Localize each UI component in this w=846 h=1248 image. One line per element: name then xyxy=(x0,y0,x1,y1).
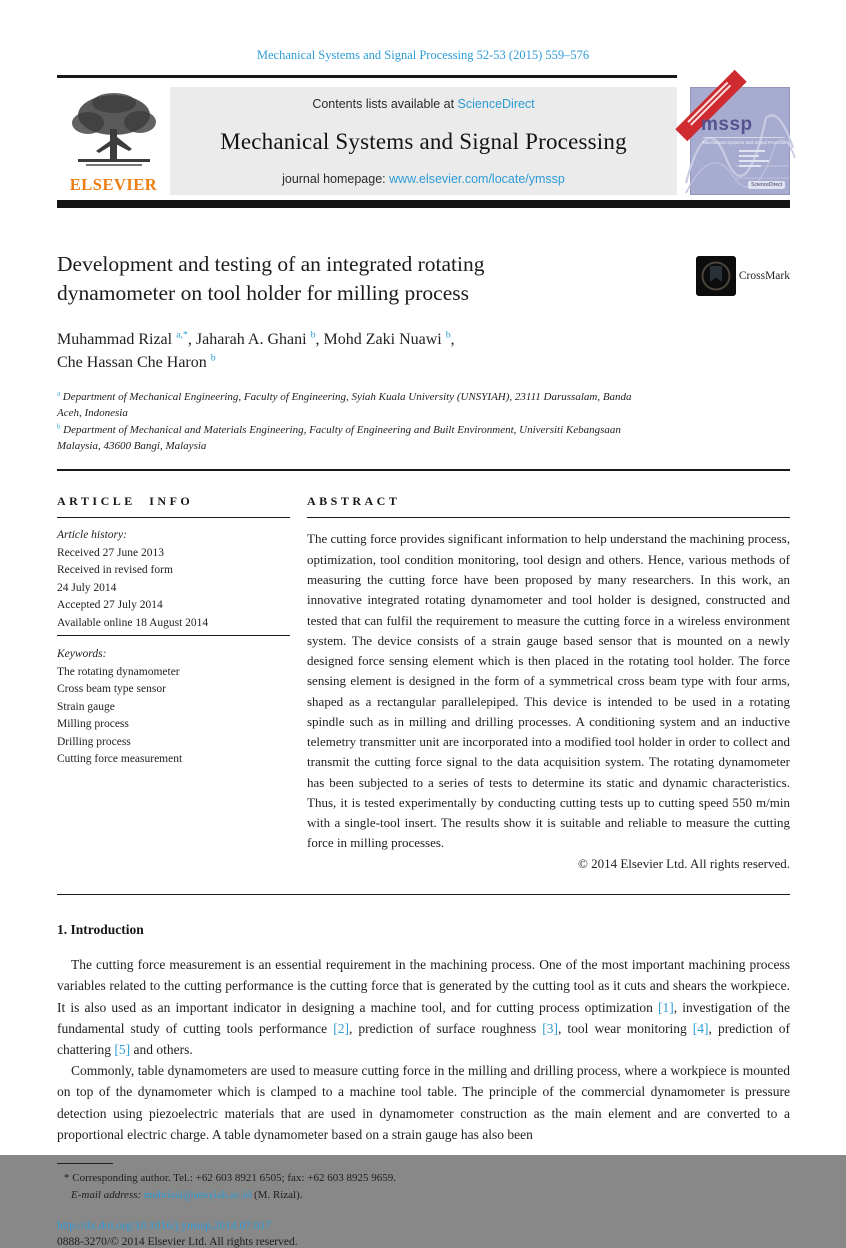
history-item: Accepted 27 July 2014 xyxy=(57,599,163,612)
introduction-section xyxy=(57,922,790,1145)
info-top-rule xyxy=(57,469,790,471)
cover-topic-lines xyxy=(739,150,769,170)
doi-link[interactable]: http://dx.doi.org/10.1016/j.ymssp.2014.07.017 xyxy=(57,1220,272,1232)
affiliation-a: $^a$ Department of Mechanical Engineering, Faculty of Engineering, Syiah Kuala University (UNSYIAH), 23111 Darussalam, Banda Aceh, Indonesia xyxy=(57,390,632,420)
journal-citation-link[interactable]: Mechanical Systems and Signal Processing 52-53 (2015) 559–576 xyxy=(256,48,590,62)
homepage-prefix: journal homepage: xyxy=(282,172,390,186)
citation-ref-3[interactable]: [3] xyxy=(542,1020,558,1036)
title-block xyxy=(57,250,790,308)
author-name: Mohd Zaki Nuawi xyxy=(323,330,442,348)
abstract-text: The cutting force provides significant information to help understand the machining process, optimization, tool condition monitoring, tool design and others. Hence, various methods of measuring the cutting force have been proposed by many researchers. In this work, an innovative integrated rotating dynamometer and tool holder is designed, constructed and tested that can fulfil the requirement to measure the cutting force in a wireless environment system. The device consists of a strain gauge based sensor that is mounted on a newly designed force sensing element which is then placed in the rotating tool holder. The force sensing element is designed in the form of a symmetrical cross beam type with four arms, shaped as a rectangular parallelepiped. This device is intended to be used in a rotating spindle such as in milling and drilling processes. A conditioning system and an inductive telemetry transmitter unit are incorporated into a modified tool holder in order to collect and transmit the cutting force signal to the data acquisition system. The rotating dynamometer has been subjected to a series of tests to determine its static and dynamic characteristics. Thus, it is tested experimentally by conducting cutting tests up to cutting speed 550 m/min with a single-tool insert. The results show it is suitable and reliable to measure the cutting force in milling processes. xyxy=(307,531,790,851)
article-info-heading: ARTICLE INFO xyxy=(57,493,194,508)
issn-copyright-line: 0888-3270/© 2014 Elsevier Ltd. All rights reserved. xyxy=(57,1236,298,1248)
author-affil-marker[interactable]: b xyxy=(445,329,451,341)
cover-mssp-logo: mssp xyxy=(701,114,753,135)
section-heading-introduction: 1. Introduction xyxy=(57,922,144,938)
info-abstract-columns xyxy=(57,494,790,872)
keyword-item: Strain gauge xyxy=(57,700,115,713)
elsevier-tree-icon xyxy=(66,89,162,173)
intro-paragraph-2: Commonly, table dynamometers are used to measure cutting force in the milling and drilling process, where a workpiece is mounted on top of the dynamometer which is clamped to a machine tool table. The principle of the commercial dynamometer is pressure detection using piezoelectric materials that are used in dynamometer construction as the main element and are converted to a proportional electric charge. A table dynamometer based on a strain gauge has also been xyxy=(57,1063,790,1142)
author-affil-marker[interactable]: b xyxy=(210,352,216,364)
email-label: E-mail address: xyxy=(71,1188,142,1201)
keyword-item: Milling process xyxy=(57,718,129,731)
abstract-heading: ABSTRACT xyxy=(307,493,401,508)
contents-line xyxy=(176,97,671,111)
affiliations xyxy=(57,389,657,455)
article-info-heading-rule xyxy=(57,517,290,519)
journal-cover-thumbnail[interactable] xyxy=(690,87,790,195)
homepage-line xyxy=(176,172,671,186)
cover-journal-name: Mechanical Systems and Signal Processing xyxy=(703,137,785,145)
crossmark-icon xyxy=(696,256,736,296)
email-link[interactable]: muhrizal@unsyiah.ac.id xyxy=(143,1188,252,1201)
citation-ref-4[interactable]: [4] xyxy=(692,1020,709,1036)
article-info-column xyxy=(57,494,290,872)
history-bottom-rule xyxy=(57,635,290,636)
homepage-link[interactable]: www.elsevier.com/locate/ymssp xyxy=(389,172,565,186)
article-history-label: Article history: xyxy=(57,529,127,542)
abstract-copyright: © 2014 Elsevier Ltd. All rights reserved. xyxy=(577,855,790,871)
journal-banner xyxy=(57,87,790,195)
header-divider-bar xyxy=(57,200,790,208)
cover-sciencedirect-label: ScienceDirect xyxy=(748,181,785,189)
citation-ref-2[interactable]: [2] xyxy=(333,1020,349,1036)
abstract-heading-rule xyxy=(307,517,790,519)
author-affil-marker[interactable]: b xyxy=(310,329,316,341)
corresponding-author-note: * Corresponding author. Tel.: +62 603 8921 6505; fax: +62 603 8925 9659. xyxy=(64,1171,396,1184)
paper-title-line2: dynamometer on tool holder for milling process xyxy=(57,280,469,305)
abstract-bottom-rule xyxy=(57,894,790,896)
keyword-item: Drilling process xyxy=(57,735,131,748)
affiliation-b: $^b$ Department of Mechanical and Materials Engineering, Faculty of Engineering and Built Environment, Universiti Kebangsaan Malaysia, 43600 Bangi, Malaysia xyxy=(57,423,621,453)
paper-title xyxy=(57,250,790,308)
email-line: E-mail address: muhrizal@unsyiah.ac.id (M. Rizal). xyxy=(71,1188,303,1201)
keyword-item: Cross beam type sensor xyxy=(57,683,166,696)
top-rule xyxy=(57,75,677,78)
keywords-label: Keywords: xyxy=(57,648,107,661)
history-item: Available online 18 August 2014 xyxy=(57,616,209,629)
author-list: Muhammad Rizal $^{a,*}$, Jaharah A. Ghani $^b$, Mohd Zaki Nuawi $^b$, Che Hassan Che Haron $^b$ xyxy=(57,329,455,371)
abstract-column xyxy=(307,494,790,872)
keywords-block xyxy=(57,646,290,768)
author-affil-marker[interactable]: a,* xyxy=(176,329,188,341)
citation-ref-1[interactable]: [1] xyxy=(658,999,674,1015)
contents-prefix: Contents lists available at xyxy=(312,97,458,111)
keyword-item: Cutting force measurement xyxy=(57,753,183,766)
history-item: 24 July 2014 xyxy=(57,581,117,594)
intro-paragraph-1: The cutting force measurement is an essential requirement in the machining process. One of the most important machining process variables related to the cutting performance is the cutting force that is generated by the cutting tool as it cuts and shears the workpiece. It is also used as an important indicator in designing a machine tool, and for cutting process optimization [1], investigation of the fundamental study of cutting tools performance [2], prediction of surface roughness [3], tool wear monitoring [4], prediction of chattering [5] and others. xyxy=(57,957,790,1057)
author-name: Che Hassan Che Haron xyxy=(57,353,207,371)
journal-header-box xyxy=(170,87,677,195)
citation-ref-5[interactable]: [5] xyxy=(114,1041,131,1057)
author-name: Muhammad Rizal xyxy=(57,330,173,348)
crossmark-badge[interactable] xyxy=(696,256,790,296)
keyword-item: The rotating dynamometer xyxy=(57,665,180,678)
footnote-rule xyxy=(57,1163,113,1164)
article-history xyxy=(57,527,290,636)
paper-title-line1: Development and testing of an integrated rotating xyxy=(57,252,485,276)
journal-title: Mechanical Systems and Signal Processing xyxy=(220,128,627,154)
footnote-block xyxy=(57,1163,790,1204)
elsevier-logo[interactable] xyxy=(57,87,170,195)
history-item: Received 27 June 2013 xyxy=(57,546,164,559)
crossmark-label: CrossMark xyxy=(738,270,790,282)
history-item: Received in revised form xyxy=(57,564,173,577)
sciencedirect-link[interactable]: ScienceDirect xyxy=(457,97,535,111)
author-name: Jaharah A. Ghani xyxy=(195,330,307,348)
elsevier-wordmark: ELSEVIER xyxy=(69,175,158,194)
